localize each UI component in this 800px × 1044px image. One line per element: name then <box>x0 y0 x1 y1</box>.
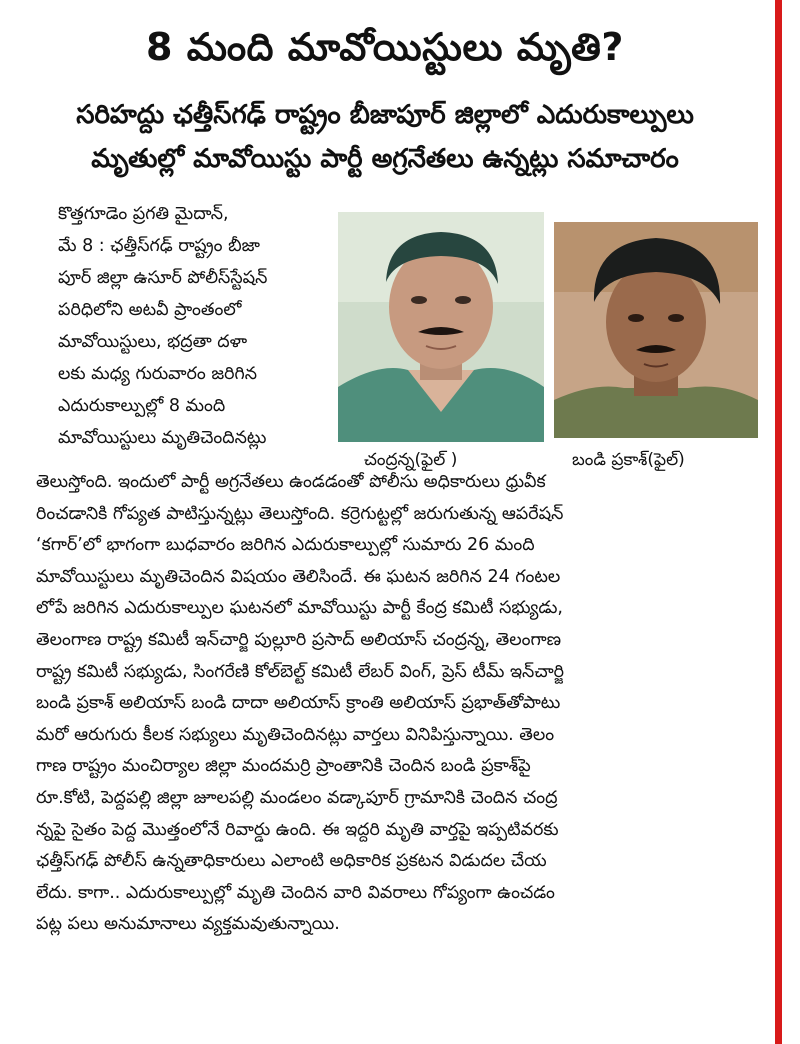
photo-caption: బండి ప్రకాశ్‌(ఫైల్‌) <box>572 450 685 470</box>
body-line: పట్ల పలు అనుమానాలు వ్యక్తమవుతున్నాయి. <box>36 914 340 935</box>
body-line: బండి ప్రకాశ్‌ అలియాస్‌ బండి దాదా అలియాస్‌ క్రాంతి అలియాస్‌ ప్రభాత్‌తోపాటు <box>36 693 561 714</box>
intro-line: పరిధిలోని అటవీ ప్రాంతంలో <box>58 300 242 320</box>
intro-line: పూర్‌ జిల్లా ఉసూర్‌ పోలీస్‌స్టేషన్‌ <box>58 268 268 288</box>
person-photo-icon <box>554 222 758 438</box>
body-line: తెలుస్తోంది. ఇందులో పార్టీ అగ్రనేతలు ఉండడంతో పోలీసు అధికారులు ధ్రువీక <box>36 472 546 492</box>
red-margin-rule <box>775 0 782 1044</box>
photo-caption: చంద్రన్న(ఫైల్‌ ) <box>364 450 458 470</box>
headline: 8 మంది మావోయిస్టులు మృతి? <box>146 25 624 69</box>
intro-line: మావోయిస్టులు మృతిచెందినట్లు <box>58 428 267 448</box>
intro-column <box>58 198 326 454</box>
photo-chandranna <box>338 212 544 442</box>
intro-line: మే 8 : ఛత్తీస్‌గఢ్‌ రాష్ట్రం బీజా <box>58 236 260 256</box>
person-photo-icon <box>338 212 544 442</box>
body-line: రూ.కోటి, పెద్దపల్లి జిల్లా జూలపల్లి మండలం వడ్కాపూర్‌ గ్రామానికి చెందిన చంద్ర <box>36 787 558 808</box>
subheadline-line-2: మృతుల్లో మావోయిస్టు పార్టీ అగ్రనేతలు ఉన్నట్లు సమాచారం <box>91 144 679 174</box>
body-line: మరో ఆరుగురు కీలక సభ్యులు మృతిచెందినట్లు వార్తలు వినిపిస్తున్నాయి. తెలం <box>36 724 555 745</box>
body-line: రాష్ట్ర కమిటీ సభ్యుడు, సింగరేణి కోల్‌బెల్ట్‌ కమిటీ లేబర్‌ వింగ్‌, ప్రెస్‌ టీమ్‌ ఇన్‌చార్జి <box>36 661 565 682</box>
body-line: రించడానికి గోప్యత పాటిస్తున్నట్లు తెలుస్తోంది. కర్రెగుట్టల్లో జరుగుతున్న ఆపరేషన్‌ <box>36 503 564 524</box>
body-line: ‘కగార్‌’లో భాగంగా బుధవారం జరిగిన ఎదురుకాల్పుల్లో సుమారు 26 మంది <box>36 535 535 556</box>
intro-line: మావోయిస్టులు, భద్రతా దళా <box>58 332 248 352</box>
intro-line: లకు మధ్య గురువారం జరిగిన <box>58 364 257 384</box>
subheadline-line-1: సరిహద్దు ఛత్తీస్‌గఢ్‌ రాష్ట్రం బీజాపూర్‌ జిల్లాలో ఎదురుకాల్పులు <box>76 100 694 130</box>
body-line: మావోయిస్టులు మృతిచెందిన విషయం తెలిసిందే. ఈ ఘటన జరిగిన 24 గంటల <box>36 566 561 587</box>
body-line: తెలంగాణ రాష్ట్ర కమిటీ ఇన్‌చార్జి పుల్లూరి ప్రసాద్‌ అలియాస్‌ చంద్రన్న, తెలంగాణ <box>36 629 562 650</box>
body-line: లేదు. కాగా.. ఎదురుకాల్పుల్లో మృతి చెందిన వారి వివరాలు గోప్యంగా ఉంచడం <box>36 882 555 903</box>
intro-line: ఎదురుకాల్పుల్లో 8 మంది <box>58 396 226 416</box>
body-line: న్నపై సైతం పెద్ద మొత్తంలోనే రివార్డు ఉంది. ఈ ఇద్దరి మృతి వార్తపై ఇప్పటివరకు <box>36 819 559 840</box>
body-line: లోపే జరిగిన ఎదురుకాల్పుల ఘటనలో మావోయిస్టు పార్టీ కేంద్ర కమిటీ సభ్యుడు, <box>36 598 563 619</box>
body-line: గాణ రాష్ట్రం మంచిర్యాల జిల్లా మందమర్రి ప్రాంతానికి చెందిన బండి ప్రకాశ్‌పై <box>36 756 531 777</box>
body-line: ఛత్తీస్‌గఢ్‌ పోలీస్‌ ఉన్నతాధికారులు ఎలాంటి అధికారిక ప్రకటన విడుదల చేయ <box>36 851 547 872</box>
photo-bandi-prakash <box>554 222 758 438</box>
article-body <box>36 467 758 941</box>
intro-line: కొత్తగూడెం ప్రగతి మైదాన్‌, <box>58 204 229 224</box>
